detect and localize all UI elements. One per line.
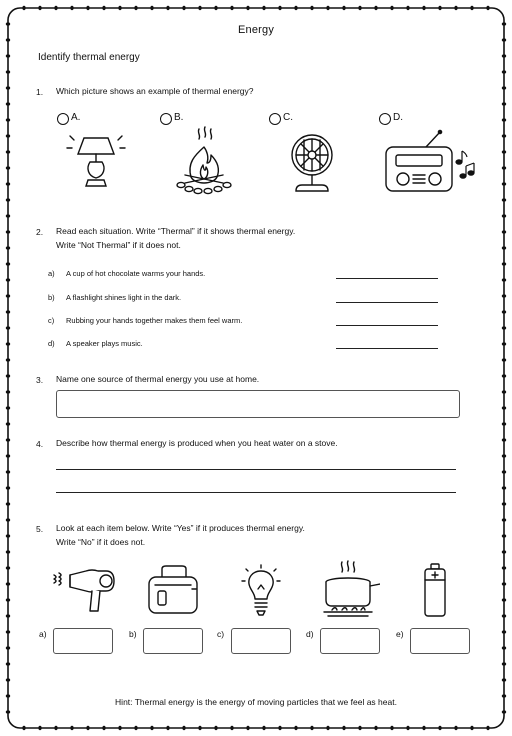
q3-text: Name one source of thermal energy you use at home. <box>56 374 260 384</box>
campfire-icon <box>173 125 235 197</box>
q1-number: 1. <box>36 87 44 97</box>
border-bead <box>6 262 10 265</box>
border-bead <box>6 422 10 425</box>
q3-answer-box[interactable] <box>56 390 460 418</box>
border-bead <box>310 6 313 10</box>
option-label: C. <box>283 112 293 123</box>
border-bead <box>166 6 169 10</box>
q2-text-line2: Write “Not Thermal” if it does not. <box>56 240 181 250</box>
border-bead <box>342 6 345 10</box>
border-bead <box>502 566 506 569</box>
light-bulb-icon <box>238 563 284 619</box>
border-bead <box>502 278 506 281</box>
border-bead <box>502 406 506 409</box>
border-bead <box>454 726 457 730</box>
q2-item-letter: a) <box>48 269 55 278</box>
border-bead <box>502 86 506 89</box>
border-bead <box>502 38 506 41</box>
q4-number: 4. <box>36 439 44 449</box>
lamp-icon <box>66 128 126 196</box>
border-bead <box>502 310 506 313</box>
border-bead <box>502 262 506 265</box>
border-bead <box>6 294 10 297</box>
border-bead <box>6 342 10 345</box>
q5-box-label: c) <box>217 629 225 639</box>
border-bead <box>54 6 57 10</box>
border-bead <box>230 6 233 10</box>
border-bead <box>6 326 10 329</box>
q3-number: 3. <box>36 375 44 385</box>
border-bead <box>486 726 489 730</box>
option-label: D. <box>393 112 403 123</box>
border-bead <box>6 614 10 617</box>
q4-answer-line-1[interactable] <box>56 469 456 470</box>
border-bead <box>502 358 506 361</box>
border-bead <box>278 726 281 730</box>
border-bead <box>6 246 10 249</box>
border-bead <box>70 726 73 730</box>
border-bead <box>502 422 506 425</box>
border-bead <box>6 630 10 633</box>
border-bead <box>6 102 10 105</box>
border-bead <box>502 134 506 137</box>
border-bead <box>342 726 345 730</box>
q2-answer-line-a[interactable] <box>336 278 438 279</box>
option-label: B. <box>174 112 184 123</box>
border-bead <box>502 326 506 329</box>
q5-text-line2: Write “No” if it does not. <box>56 537 146 547</box>
q5-answer-box-e[interactable] <box>410 628 470 654</box>
border-bead <box>150 726 153 730</box>
border-bead <box>182 6 185 10</box>
q5-box-label: a) <box>39 629 47 639</box>
border-bead <box>134 726 137 730</box>
border-bead <box>502 70 506 73</box>
border-bead <box>86 6 89 10</box>
border-bead <box>502 470 506 473</box>
border-bead <box>102 6 105 10</box>
border-bead <box>502 166 506 169</box>
q2-item-text: A flashlight shines light in the dark. <box>66 293 182 302</box>
border-bead <box>6 86 10 89</box>
border-bead <box>6 374 10 377</box>
border-bead <box>502 374 506 377</box>
border-bead <box>470 726 473 730</box>
border-bead <box>6 390 10 393</box>
q4-answer-line-2[interactable] <box>56 492 456 493</box>
border-bead <box>22 726 25 730</box>
q5-box-label: e) <box>396 629 404 639</box>
border-bead <box>502 582 506 585</box>
border-bead <box>6 582 10 585</box>
border-bead <box>6 470 10 473</box>
border-bead <box>70 6 73 10</box>
border-bead <box>6 454 10 457</box>
border-bead <box>6 198 10 201</box>
border-bead <box>502 486 506 489</box>
border-bead <box>38 6 41 10</box>
border-bead <box>502 118 506 121</box>
q2-text-line1: Read each situation. Write “Thermal” if it shows thermal energy. <box>56 226 296 236</box>
q5-box-label: d) <box>306 629 314 639</box>
border-bead <box>262 6 265 10</box>
hint-text: Hint: Thermal energy is the energy of moving particles that we feel as heat. <box>115 697 397 707</box>
border-bead <box>294 726 297 730</box>
border-bead <box>6 166 10 169</box>
border-bead <box>502 294 506 297</box>
border-bead <box>502 518 506 521</box>
border-bead <box>358 6 361 10</box>
border-bead <box>54 726 57 730</box>
q5-text-line1: Look at each item below. Write “Yes” if it produces thermal energy. <box>56 523 305 533</box>
battery-icon <box>420 562 450 618</box>
border-bead <box>422 726 425 730</box>
border-bead <box>246 6 249 10</box>
border-bead <box>470 6 473 10</box>
border-bead <box>374 726 377 730</box>
border-bead <box>502 614 506 617</box>
q2-item-letter: b) <box>48 293 55 302</box>
border-bead <box>438 726 441 730</box>
radio-icon <box>382 129 476 195</box>
border-bead <box>6 70 10 73</box>
border-bead <box>310 726 313 730</box>
border-bead <box>502 646 506 649</box>
q2-answer-line-b[interactable] <box>336 302 438 303</box>
border-bead <box>118 6 121 10</box>
border-bead <box>214 6 217 10</box>
border-bead <box>6 598 10 601</box>
border-bead <box>502 198 506 201</box>
q1-text: Which picture shows an example of thermal energy? <box>56 86 254 96</box>
border-bead <box>486 6 489 10</box>
border-bead <box>294 6 297 10</box>
border-bead <box>326 726 329 730</box>
q5-number: 5. <box>36 524 44 534</box>
page-subtitle: Identify thermal energy <box>38 52 140 63</box>
q4-text: Describe how thermal energy is produced when you heat water on a stove. <box>56 438 338 448</box>
q2-item-text: A speaker plays music. <box>66 339 143 348</box>
border-bead <box>502 54 506 57</box>
border-bead <box>390 726 393 730</box>
pot-on-stove-icon <box>318 560 380 618</box>
border-bead <box>6 54 10 57</box>
border-bead <box>326 6 329 10</box>
border-bead <box>230 726 233 730</box>
border-bead <box>502 102 506 105</box>
border-bead <box>502 502 506 505</box>
border-bead <box>182 726 185 730</box>
border-bead <box>6 134 10 137</box>
border-bead <box>502 246 506 249</box>
q5-answer-box-c[interactable] <box>231 628 291 654</box>
border-bead <box>406 726 409 730</box>
border-bead <box>6 358 10 361</box>
q2-answer-line-d[interactable] <box>336 348 438 349</box>
hair-dryer-icon <box>50 565 122 615</box>
border-bead <box>6 38 10 41</box>
border-bead <box>22 6 25 10</box>
q2-item-letter: d) <box>48 339 55 348</box>
fan-icon <box>284 131 340 195</box>
q2-number: 2. <box>36 227 44 237</box>
q2-answer-line-c[interactable] <box>336 325 438 326</box>
border-bead <box>6 486 10 489</box>
q5-answer-box-d[interactable] <box>320 628 380 654</box>
border-bead <box>502 598 506 601</box>
border-bead <box>502 342 506 345</box>
border-bead <box>214 726 217 730</box>
radio-circle[interactable] <box>379 113 391 125</box>
border-bead <box>358 726 361 730</box>
border-bead <box>374 6 377 10</box>
border-bead <box>118 726 121 730</box>
border-bead <box>166 726 169 730</box>
option-label: A. <box>71 112 81 123</box>
border-bead <box>502 550 506 553</box>
border-bead <box>6 310 10 313</box>
border-bead <box>6 182 10 185</box>
border-bead <box>6 550 10 553</box>
border-bead <box>6 534 10 537</box>
border-bead <box>6 678 10 681</box>
border-bead <box>438 6 441 10</box>
border-bead <box>6 710 10 713</box>
q5-box-label: b) <box>129 629 137 639</box>
border-bead <box>502 630 506 633</box>
border-bead <box>390 6 393 10</box>
q2-item-letter: c) <box>48 316 55 325</box>
border-bead <box>198 726 201 730</box>
border-bead <box>406 6 409 10</box>
border-bead <box>86 726 89 730</box>
border-bead <box>246 726 249 730</box>
border-bead <box>6 518 10 521</box>
border-bead <box>6 502 10 505</box>
border-bead <box>6 438 10 441</box>
border-bead <box>278 6 281 10</box>
border-bead <box>502 454 506 457</box>
border-bead <box>502 150 506 153</box>
toaster-icon <box>146 565 202 617</box>
radio-circle[interactable] <box>160 113 172 125</box>
border-bead <box>38 726 41 730</box>
border-bead <box>502 710 506 713</box>
border-bead <box>134 6 137 10</box>
q5-answer-box-a[interactable] <box>53 628 113 654</box>
border-bead <box>6 118 10 121</box>
border-bead <box>502 214 506 217</box>
border-bead <box>6 662 10 665</box>
border-bead <box>502 182 506 185</box>
radio-circle[interactable] <box>269 113 281 125</box>
border-bead <box>6 278 10 281</box>
border-bead <box>150 6 153 10</box>
border-bead <box>502 678 506 681</box>
border-bead <box>6 214 10 217</box>
border-bead <box>502 390 506 393</box>
q2-item-text: Rubbing your hands together makes them feel warm. <box>66 316 243 325</box>
border-bead <box>454 6 457 10</box>
page-title: Energy <box>237 24 275 36</box>
border-bead <box>6 406 10 409</box>
border-bead <box>502 230 506 233</box>
border-bead <box>422 6 425 10</box>
border-bead <box>6 646 10 649</box>
border-bead <box>502 438 506 441</box>
border-bead <box>6 150 10 153</box>
border-bead <box>502 662 506 665</box>
border-bead <box>6 230 10 233</box>
radio-circle[interactable] <box>57 113 69 125</box>
border-bead <box>502 534 506 537</box>
border-bead <box>262 726 265 730</box>
q5-answer-box-b[interactable] <box>143 628 203 654</box>
border-bead <box>102 726 105 730</box>
border-bead <box>6 566 10 569</box>
q2-item-text: A cup of hot chocolate warms your hands. <box>66 269 206 278</box>
border-bead <box>198 6 201 10</box>
